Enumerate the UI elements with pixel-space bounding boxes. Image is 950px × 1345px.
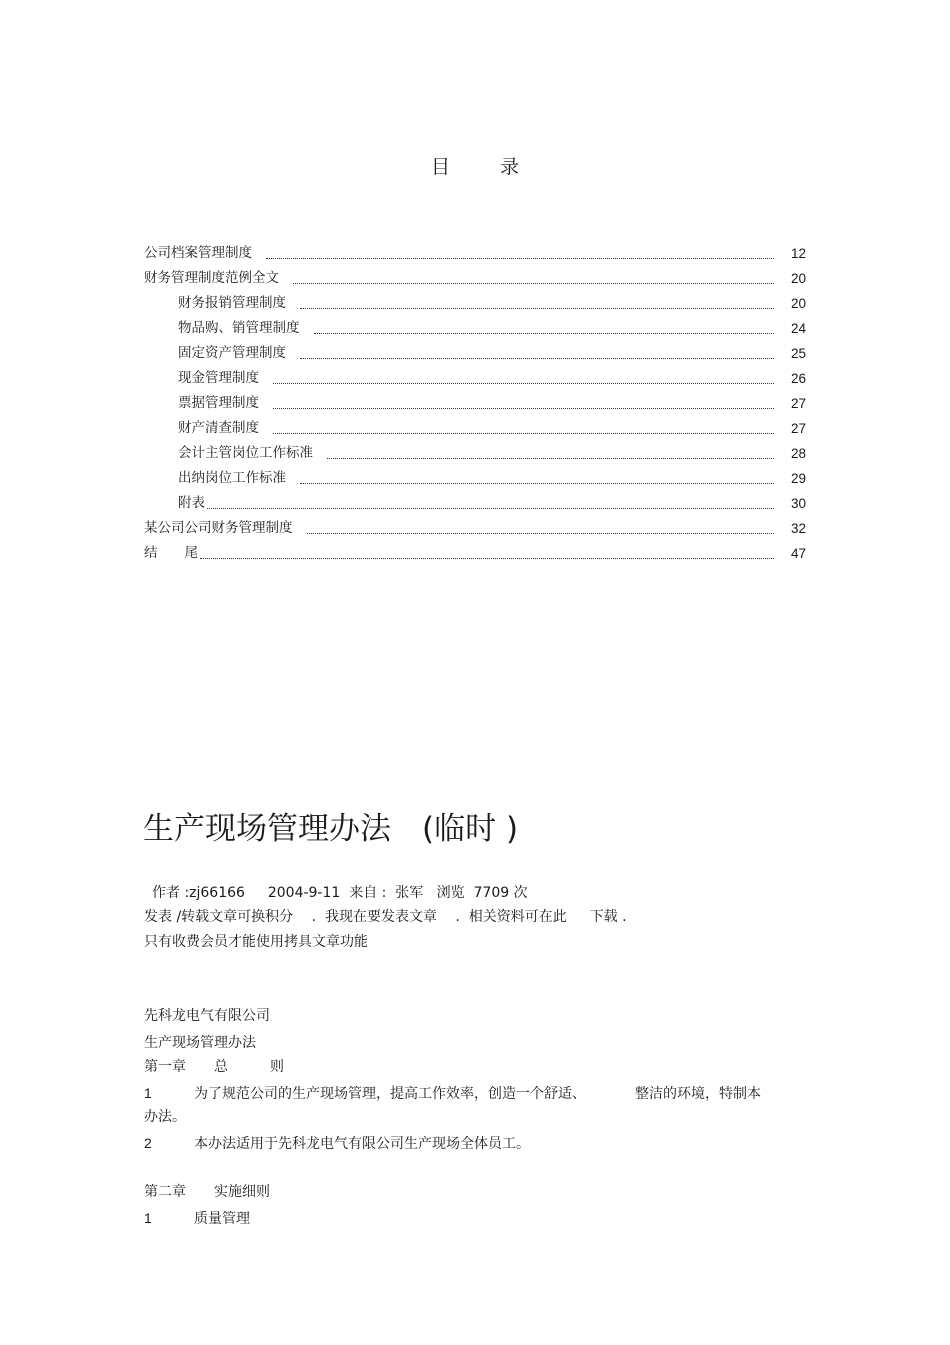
chapter-heading: 第二章 实施细则 (144, 1184, 270, 1200)
company-name: 先科龙电气有限公司 (144, 1008, 270, 1024)
chapter-heading: 第一章 总 则 (144, 1059, 284, 1075)
article-meta-notice: 发表 /转载文章可换积分 . 我现在要发表文章 . 相关资料可在此 下载 . (144, 909, 627, 925)
toc-entry-page: 30 (790, 496, 806, 511)
toc-entry-page: 29 (790, 471, 806, 486)
toc-entry-label: 财务报销管理制度 (178, 295, 286, 311)
item-text: 为了规范公司的生产现场管理，提高工作效率，创造一个舒适、 整洁的环境，特制本 (194, 1086, 761, 1102)
toc-entry-label: 票据管理制度 (178, 395, 259, 411)
toc-entry-label: 会计主管岗位工作标准 (178, 445, 313, 461)
toc-entry-label: 公司档案管理制度 (144, 245, 252, 261)
toc-entry[interactable] (144, 441, 806, 466)
toc-leader-dots (314, 332, 775, 334)
toc-entry-label: 财产清查制度 (178, 420, 259, 436)
toc-leader-dots (327, 457, 774, 459)
toc-entry-page: 47 (790, 546, 806, 561)
article-item (144, 1083, 761, 1103)
toc-title-first-char: 目 (430, 156, 450, 178)
toc-title-second-char: 录 (500, 156, 520, 178)
article-item (144, 1133, 530, 1153)
toc-entry[interactable] (144, 541, 806, 566)
toc-entry[interactable] (144, 466, 806, 491)
toc-leader-dots (273, 382, 774, 384)
toc-entry[interactable] (144, 241, 806, 266)
article-title: 生产现场管理办法 (临时 ) (143, 811, 519, 847)
toc-entry-page: 20 (790, 271, 806, 286)
toc-leader-dots (266, 257, 774, 259)
toc-entry[interactable] (144, 416, 806, 441)
toc-entry-label: 结 尾 (144, 545, 198, 561)
toc-entry-label: 某公司公司财务管理制度 (144, 520, 293, 536)
toc-entry-page: 12 (790, 246, 806, 261)
toc-entry-page: 27 (790, 421, 806, 436)
toc-entry-label: 附表 (178, 495, 205, 511)
toc-entry-label: 物品购、销管理制度 (178, 320, 300, 336)
article-meta-member-note: 只有收费会员才能使用拷具文章功能 (144, 934, 368, 950)
article-meta-author: 作者 :zj66166 2004-9-11 来自 : 张军 浏览 7709 次 (152, 885, 528, 901)
toc-entry-page: 26 (790, 371, 806, 386)
toc-entry-page: 24 (790, 321, 806, 336)
table-of-contents (144, 241, 806, 566)
toc-leader-dots (273, 432, 774, 434)
toc-leader-dots (207, 507, 774, 509)
toc-leader-dots (307, 532, 775, 534)
toc-entry[interactable] (144, 366, 806, 391)
toc-leader-dots (300, 482, 774, 484)
toc-entry-page: 28 (790, 446, 806, 461)
toc-entry[interactable] (144, 266, 806, 291)
toc-entry[interactable] (144, 291, 806, 316)
toc-entry[interactable] (144, 516, 806, 541)
item-text: 质量管理 (194, 1211, 250, 1227)
item-continuation: 办法。 (144, 1109, 186, 1125)
toc-leader-dots (300, 357, 774, 359)
toc-title (0, 152, 950, 179)
toc-entry-page: 20 (790, 296, 806, 311)
item-number: 2 (144, 1135, 152, 1151)
toc-leader-dots (200, 557, 774, 559)
toc-entry-label: 现金管理制度 (178, 370, 259, 386)
toc-entry[interactable] (144, 391, 806, 416)
toc-entry-page: 25 (790, 346, 806, 361)
toc-entry[interactable] (144, 316, 806, 341)
toc-entry-page: 32 (790, 521, 806, 536)
toc-entry-label: 财务管理制度范例全文 (144, 270, 279, 286)
toc-leader-dots (300, 307, 774, 309)
toc-entry-label: 出纳岗位工作标准 (178, 470, 286, 486)
toc-entry[interactable] (144, 341, 806, 366)
document-name: 生产现场管理办法 (144, 1035, 256, 1051)
item-number: 1 (144, 1210, 152, 1226)
toc-leader-dots (273, 407, 774, 409)
item-text: 本办法适用于先科龙电气有限公司生产现场全体员工。 (194, 1136, 530, 1152)
item-number: 1 (144, 1085, 152, 1101)
article-item (144, 1208, 250, 1228)
toc-entry-page: 27 (790, 396, 806, 411)
toc-entry-label: 固定资产管理制度 (178, 345, 286, 361)
toc-entry[interactable] (144, 491, 806, 516)
toc-leader-dots (293, 282, 774, 284)
